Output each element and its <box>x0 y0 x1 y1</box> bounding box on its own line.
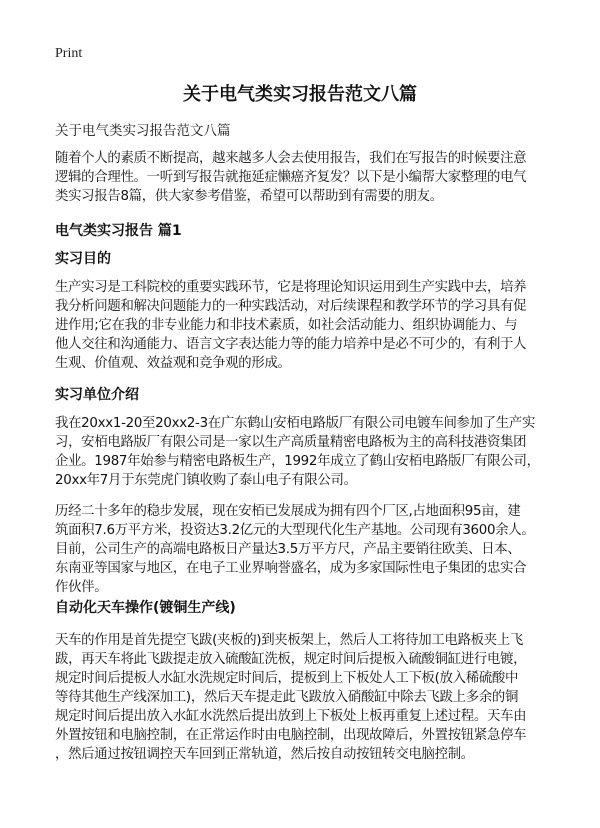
heading-purpose: 实习目的 <box>55 251 111 267</box>
line: ，然后通过按钮调控天车回到正常轨道，然后按自动按钮转交电脑控制。 <box>55 747 474 762</box>
line: 历经二十多年的稳步发展，现在安栢已发展成为拥有四个厂区,占地面积95亩，建 <box>55 504 521 519</box>
line: 等待其他生产线深加工)，然后天车提走此飞跋放入硝酸缸中除去飞跋上多余的铜 <box>55 690 519 705</box>
intro-paragraph <box>55 149 526 206</box>
line: 习，安栢电路版厂有限公司是一家以生产高质量精密电路板为主的高科技港资集团 <box>55 435 527 450</box>
line: 天车的作用是首先提空飞跋(夹板的)到夹板架上，然后人工将待加工电路板夹上飞 <box>55 633 524 648</box>
purpose-paragraph <box>55 278 526 373</box>
unit-paragraph-2 <box>55 502 534 597</box>
line: 我在20xx1-20至20xx2-3在广东鹤山安栢电路版厂有限公司电镀车间参加了生产实 <box>55 416 536 431</box>
line: 生产实习是工科院校的重要实践环节，它是将理论知识运用到生产实践中去，培养 <box>55 280 527 295</box>
line: 生观、价值观、效益观和竞争观的形成。 <box>55 356 291 371</box>
line: 20xx年7月于东莞虎门镇收购了泰山电子有限公司。 <box>55 473 357 488</box>
print-link[interactable]: Print <box>55 46 83 61</box>
line: 进作用;它在我的非专业能力和非技术素质，如社会活动能力、组织协调能力、与 <box>55 318 518 333</box>
line: 筑面积7.6万平方米，投资达3.2亿元的大型现代化生产基地。公司现有3600余人。 <box>55 523 535 538</box>
line: 规定时间后提出放入水缸水洗然后提出放到上下板处上板再重复上述过程。天车由 <box>55 709 527 724</box>
unit-paragraph-1 <box>55 414 540 490</box>
line: 企业。1987年始参与精密电路板生产，1992年成立了鹤山安栢电路版厂有限公司， <box>55 454 540 469</box>
crane-paragraph <box>55 631 526 764</box>
line: 规定时间后提板人水缸水洗规定时间后，提板到上下板处人工下板(放入稀硫酸中 <box>55 671 519 686</box>
subtitle: 关于电气类实习报告范文八篇 <box>55 123 231 139</box>
page-title: 关于电气类实习报告范文八篇 <box>183 84 417 105</box>
heading-crane: 自动化天车操作(镀铜生产线) <box>55 600 236 616</box>
line: 目前，公司生产的高端电路板日产量达3.5万平方尺，产品主要销往欧美、日本、 <box>55 542 521 557</box>
section-heading: 电气类实习报告 篇1 <box>55 223 182 239</box>
line: 东南亚等国家与地区，在电子工业界响誉盛名，成为多家国际性电子集团的忠实合 <box>55 561 527 576</box>
line: 类实习报告8篇，供大家参考借鉴，希望可以帮助到有需要的朋友。 <box>55 189 443 204</box>
heading-unit: 实习单位介绍 <box>55 387 139 403</box>
line: 作伙伴。 <box>55 580 108 595</box>
line: 他人交往和沟通能力、语言文字表达能力等的能力培养中是必不可少的，有利于人 <box>55 337 527 352</box>
line: 跋，再天车将此飞跋提走放入硫酸缸洗板，规定时间后提板入硫酸铜缸进行电镀， <box>55 652 527 667</box>
line: 我分析问题和解决问题能力的一种实践活动，对后续课程和教学环节的学习具有促 <box>55 299 527 314</box>
line: 随着个人的素质不断提高，越来越多人会去使用报告，我们在写报告的时候要注意 <box>55 151 527 166</box>
line: 逻辑的合理性。一听到写报告就拖延症懒癌齐复发？以下是小编帮大家整理的电气 <box>55 170 527 185</box>
line: 外置按钮和电脑控制，在正常运作时由电脑控制，出现故障后，外置按钮紧急停车 <box>55 728 527 743</box>
